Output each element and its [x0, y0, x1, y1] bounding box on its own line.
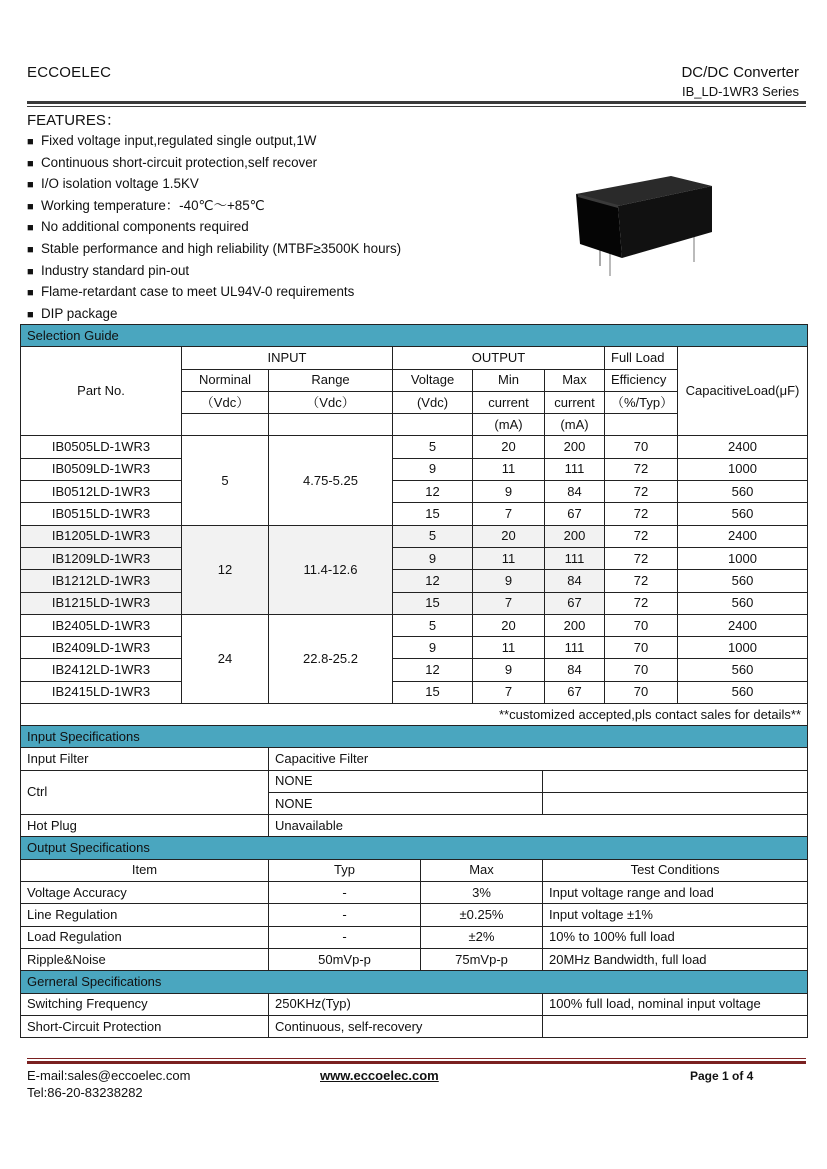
header-item: Item — [21, 859, 269, 881]
header-voltage: Voltage — [393, 369, 473, 391]
footer-phone: Tel:86-20-83238282 — [27, 1085, 143, 1100]
footer-rule-thin — [27, 1058, 806, 1059]
nominal-voltage: 5 — [182, 436, 269, 525]
table-row: IB0505LD-1WR3 5 4.75-5.25 5 20 200 70 2400 — [21, 436, 808, 458]
table-row: IB1212LD-1WR3 12 9 84 72 560 — [21, 570, 808, 592]
header-range: Range — [269, 369, 393, 391]
header-voltage-unit: (Vdc) — [393, 391, 473, 413]
table-row: IB2409LD-1WR3 9 11 111 70 1000 — [21, 637, 808, 659]
header-max-current: current — [545, 391, 605, 413]
ctrl-value: NONE — [269, 770, 543, 792]
header-input: INPUT — [182, 347, 393, 369]
feature-item: ■ DIP package — [27, 303, 401, 325]
feature-item: ■ Stable performance and high reliability (MTBF≥3500K hours) — [27, 238, 401, 260]
input-range: 4.75-5.25 — [269, 436, 393, 525]
table-row: IB0515LD-1WR3 15 7 67 72 560 — [21, 503, 808, 525]
brand-name: ECCOELEC — [27, 64, 112, 81]
hot-plug-value: Unavailable — [269, 815, 808, 837]
feature-item: ■ Working temperature：-40℃～+85℃ — [27, 195, 401, 217]
table-row: IB2412LD-1WR3 12 9 84 70 560 — [21, 659, 808, 681]
hot-plug-label: Hot Plug — [21, 815, 269, 837]
bullet-icon: ■ — [27, 243, 34, 256]
header-nominal-unit: （Vdc） — [182, 391, 269, 413]
bullet-icon: ■ — [27, 222, 34, 235]
feature-item: ■ I/O isolation voltage 1.5KV — [27, 173, 401, 195]
header-capacitive-load: CapacitiveLoad(μF) — [678, 347, 808, 436]
header-max: Max — [421, 859, 543, 881]
table-row: Load Regulation - ±2% 10% to 100% full load — [21, 926, 808, 948]
page-number: Page 1 of 4 — [690, 1069, 754, 1083]
features-title: FEATURES： — [27, 112, 121, 129]
specifications-table — [20, 725, 808, 1038]
header-rule-thin — [27, 106, 806, 107]
table-row: IB2405LD-1WR3 24 22.8-25.2 5 20 200 70 2400 — [21, 614, 808, 636]
header-typ: Typ — [269, 859, 421, 881]
bullet-icon: ■ — [27, 179, 34, 192]
table-row: IB0509LD-1WR3 9 11 111 72 1000 — [21, 458, 808, 480]
feature-item: ■ Continuous short-circuit protection,self recover — [27, 152, 401, 174]
section-header-output: Output Specifications — [21, 837, 808, 859]
series-name: IB_LD-1WR3 Series — [681, 84, 799, 99]
selection-guide-table — [20, 324, 808, 726]
input-filter-label: Input Filter — [21, 748, 269, 770]
feature-item: ■ No additional components required — [27, 216, 401, 238]
part-number: IB1212LD-1WR3 — [21, 570, 182, 592]
switching-frequency-label: Switching Frequency — [21, 993, 269, 1015]
table-row: IB1205LD-1WR3 12 11.4-12.6 5 20 200 72 2400 — [21, 525, 808, 547]
part-number: IB2409LD-1WR3 — [21, 637, 182, 659]
table-row: Voltage Accuracy - 3% Input voltage range and load — [21, 882, 808, 904]
ctrl-value: NONE — [269, 792, 543, 814]
input-range: 11.4-12.6 — [269, 525, 393, 614]
part-number: IB0509LD-1WR3 — [21, 458, 182, 480]
header-max: Max — [545, 369, 605, 391]
section-header-input: Input Specifications — [21, 726, 808, 748]
table-row: Ripple&Noise 50mVp-p 75mVp-p 20MHz Bandwidth, full load — [21, 948, 808, 970]
product-photo — [566, 170, 716, 282]
product-type: DC/DC Converter — [681, 64, 799, 81]
part-number: IB1205LD-1WR3 — [21, 525, 182, 547]
section-header-general: Gerneral Specifications — [21, 971, 808, 993]
bullet-icon: ■ — [27, 287, 34, 300]
header-min: Min — [473, 369, 545, 391]
header-max-unit: (mA) — [545, 414, 605, 436]
feature-item: ■ Fixed voltage input,regulated single output,1W — [27, 130, 401, 152]
customization-note: **customized accepted,pls contact sales for details** — [21, 704, 808, 726]
bullet-icon: ■ — [27, 136, 34, 148]
header-part-no: Part No. — [21, 347, 182, 436]
part-number: IB0512LD-1WR3 — [21, 481, 182, 503]
header-rule-thick — [27, 101, 806, 104]
header-range-unit: （Vdc） — [269, 391, 393, 413]
nominal-voltage: 12 — [182, 525, 269, 614]
header-efficiency: Efficiency — [605, 369, 678, 391]
short-circuit-label: Short-Circuit Protection — [21, 1015, 269, 1037]
header-test-conditions: Test Conditions — [543, 859, 808, 881]
part-number: IB2412LD-1WR3 — [21, 659, 182, 681]
bullet-icon: ■ — [27, 265, 34, 278]
footer-rule-thick — [27, 1061, 806, 1064]
short-circuit-value: Continuous, self-recovery — [269, 1015, 543, 1037]
feature-item: ■ Flame-retardant case to meet UL94V-0 requirements — [27, 281, 401, 303]
header-efficiency-unit: （%/Typ） — [605, 391, 678, 413]
nominal-voltage: 24 — [182, 614, 269, 703]
part-number: IB1215LD-1WR3 — [21, 592, 182, 614]
ctrl-label: Ctrl — [21, 770, 269, 815]
bullet-icon: ■ — [27, 200, 34, 213]
header-min-unit: (mA) — [473, 414, 545, 436]
footer-website-link[interactable]: www.eccoelec.com — [320, 1068, 439, 1083]
switching-frequency-value: 250KHz(Typ) — [269, 993, 543, 1015]
header-full-load: Full Load — [605, 347, 678, 369]
table-row: IB2415LD-1WR3 15 7 67 70 560 — [21, 681, 808, 703]
input-range: 22.8-25.2 — [269, 614, 393, 703]
part-number: IB0505LD-1WR3 — [21, 436, 182, 458]
table-row: IB1215LD-1WR3 15 7 67 72 560 — [21, 592, 808, 614]
part-number: IB0515LD-1WR3 — [21, 503, 182, 525]
switching-frequency-test: 100% full load, nominal input voltage — [543, 993, 808, 1015]
table-row: IB1209LD-1WR3 9 11 111 72 1000 — [21, 547, 808, 569]
bullet-icon: ■ — [27, 308, 34, 321]
table-row: Line Regulation - ±0.25% Input voltage ±1% — [21, 904, 808, 926]
header-nominal: Norminal — [182, 369, 269, 391]
part-number: IB1209LD-1WR3 — [21, 547, 182, 569]
part-number: IB2405LD-1WR3 — [21, 614, 182, 636]
footer-email[interactable]: E-mail:sales@eccoelec.com — [27, 1068, 191, 1083]
feature-item: ■ Industry standard pin-out — [27, 260, 401, 282]
section-header-selection: Selection Guide — [21, 325, 808, 347]
bullet-icon: ■ — [27, 157, 34, 170]
features-list — [27, 130, 401, 324]
header-output: OUTPUT — [393, 347, 605, 369]
part-number: IB2415LD-1WR3 — [21, 681, 182, 703]
input-filter-value: Capacitive Filter — [269, 748, 808, 770]
table-row: IB0512LD-1WR3 12 9 84 72 560 — [21, 481, 808, 503]
header-min-current: current — [473, 391, 545, 413]
